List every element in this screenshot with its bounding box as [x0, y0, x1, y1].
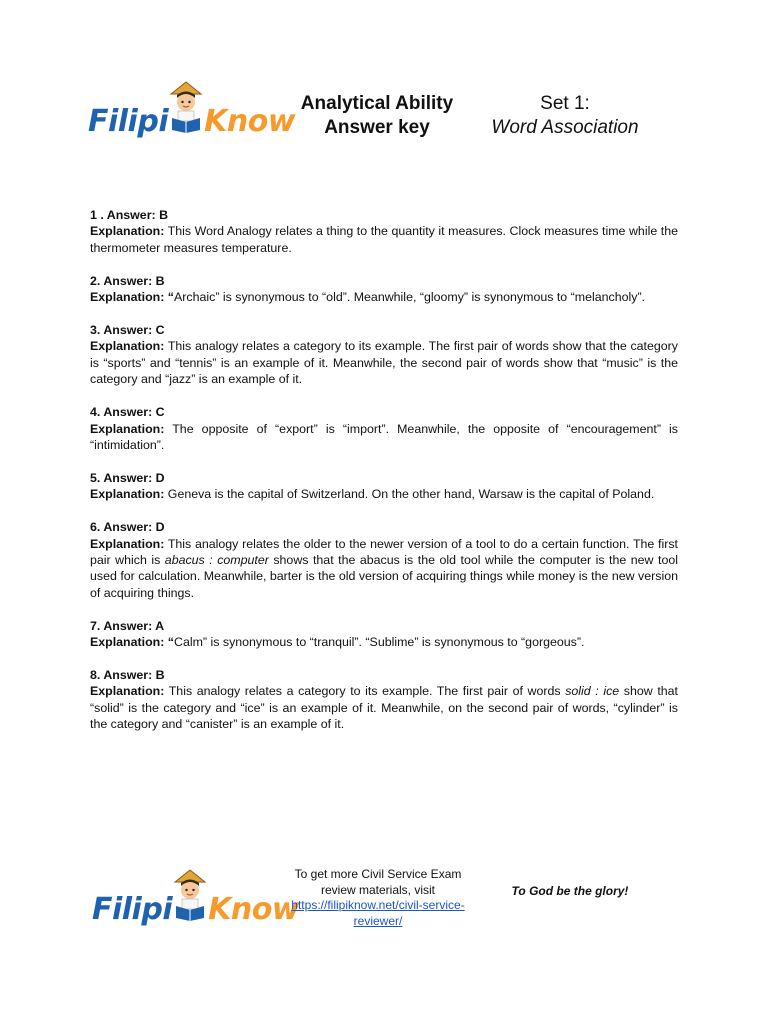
document-title [282, 92, 472, 140]
explanation-text: Calm” is synonymous to “tranquil”. “Sublime” is synonymous to “gorgeous”. [174, 635, 585, 650]
set-label: Set 1: [540, 93, 590, 114]
explanation-italic-pair: solid : ice [565, 684, 620, 699]
explanation [90, 289, 678, 305]
explanation [90, 223, 678, 256]
explanation-label: Explanation: “ [90, 635, 174, 650]
logo-text-filipi: Filipi [92, 892, 173, 927]
explanation-label: Explanation: [90, 339, 165, 354]
explanation-text: The opposite of “export” is “import”. Meanwhile, the opposite of “encouragement” is “intimidation”. [90, 421, 678, 452]
set-topic: Word Association [491, 117, 639, 138]
reviewer-link[interactable]: https://filipiknow.net/civil-service- [291, 898, 465, 912]
explanation [90, 683, 678, 732]
answer-heading: 1 . Answer: B [90, 208, 169, 222]
explanation [90, 536, 678, 602]
answer-item [90, 618, 678, 651]
explanation-text-start: This analogy relates a category to its example. The first pair of words [164, 684, 566, 699]
explanation [90, 486, 678, 502]
answer-item [90, 207, 678, 256]
filipiknow-logo-footer [92, 868, 299, 927]
explanation-text: This Word Analogy relates a thing to the quantity it measures. Clock measures time while the thermometer measures temperature. [90, 224, 678, 255]
explanation-text: Geneva is the capital of Switzerland. On the other hand, Warsaw is the capital of Poland. [164, 487, 655, 502]
explanation-label: Explanation: [90, 487, 165, 502]
answer-heading: 7. Answer: A [90, 618, 165, 633]
footer-note [278, 867, 478, 929]
answer-list [90, 207, 678, 749]
answer-item [90, 404, 678, 453]
explanation [90, 634, 678, 650]
title-line-1: Analytical Ability [300, 93, 454, 114]
mascot-boy-icon [169, 80, 203, 139]
closing-motto: To God be the glory! [511, 884, 629, 898]
reviewer-link-continued[interactable]: reviewer/ [353, 913, 403, 928]
explanation-label: Explanation: [90, 224, 165, 239]
logo-text-filipi: Filipi [88, 104, 169, 139]
answer-item [90, 322, 678, 388]
answer-heading: 5. Answer: D [90, 470, 165, 485]
answer-item [90, 667, 678, 733]
answer-heading: 8. Answer: B [90, 668, 165, 683]
explanation-italic-pair: abacus : computer [164, 553, 269, 567]
explanation-text-end: show that “solid” is the category and “ice” is an example of it. Meanwhile, on the second pair of words, “cylinder” is the category and “canister” is an example of it. [90, 684, 678, 732]
answer-item [90, 470, 678, 503]
explanation-text-end: shows that the abacus is the old tool while the computer is the new tool used for calculation. Meanwhile, barter is the old version of acquiring things while money is the new version of acquiring things. [90, 553, 678, 600]
explanation-label: Explanation: “ [90, 290, 174, 305]
explanation-label: Explanation: [90, 421, 165, 436]
footer-note-line-2: review materials, visit [320, 882, 436, 897]
explanation-label: Explanation: [90, 536, 165, 551]
answer-heading: 4. Answer: C [90, 405, 165, 420]
set-heading [490, 92, 640, 140]
logo-text-know: Know [204, 104, 296, 139]
mascot-boy-icon [173, 868, 207, 927]
explanation-text-start: This analogy relates the older to the newer version of a tool to do a certain function. The first pair which is [90, 536, 678, 567]
logo-text-know: Know [208, 892, 300, 927]
answer-heading: 6. Answer: D [90, 520, 165, 535]
answer-item [90, 519, 678, 601]
filipiknow-logo [88, 80, 295, 139]
answer-item [90, 273, 678, 306]
explanation-text: Archaic” is synonymous to “old”. Meanwhile, “gloomy” is synonymous to “melancholy”. [174, 290, 646, 305]
answer-heading: 2. Answer: B [90, 273, 165, 288]
footer-note-line-1: To get more Civil Service Exam [294, 867, 462, 881]
explanation-text: This analogy relates a category to its example. The first pair of words show that the category is “sports” and “tennis” is an example of it. Meanwhile, the second pair of words show that “music” is the category and “jazz” is an example of it. [90, 339, 678, 387]
explanation [90, 421, 678, 454]
answer-heading: 3. Answer: C [90, 323, 165, 338]
explanation-label: Explanation: [90, 684, 165, 699]
title-line-2: Answer key [324, 117, 430, 138]
explanation [90, 338, 678, 387]
